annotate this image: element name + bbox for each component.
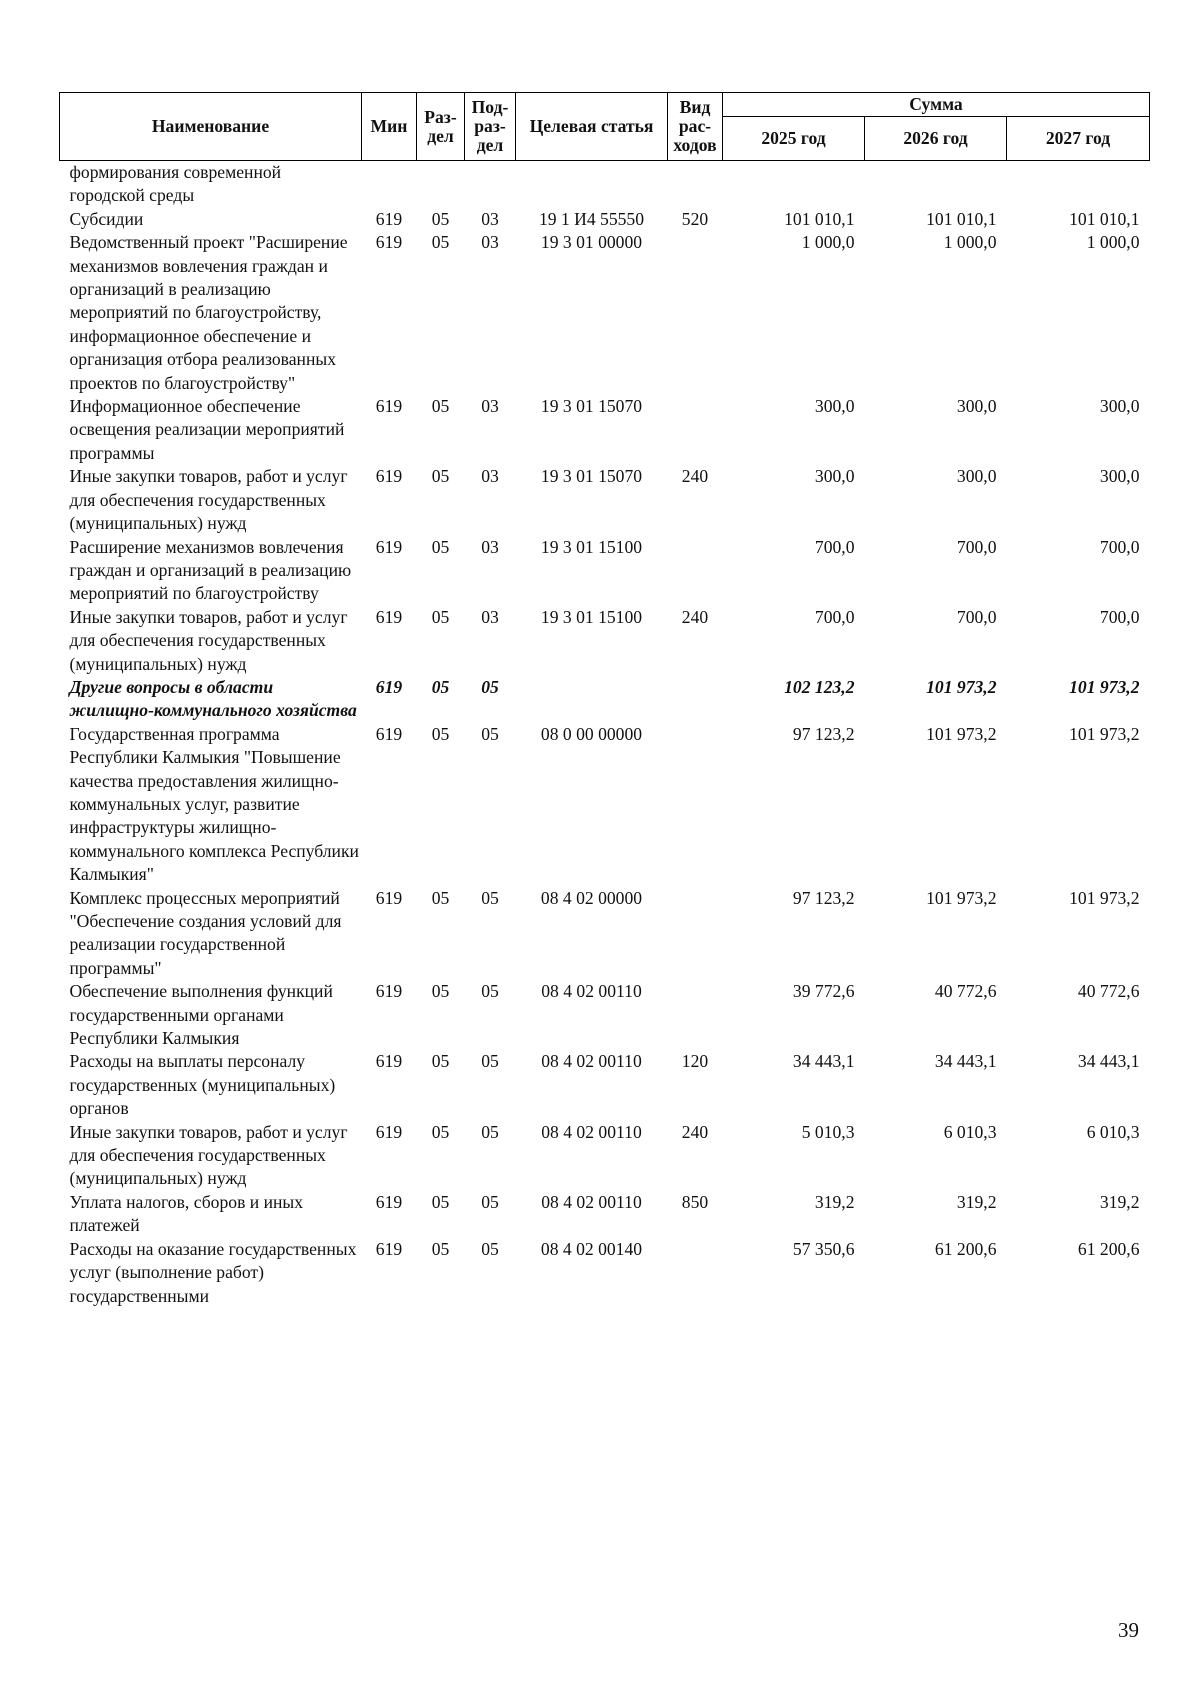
row-razdel: 05 [431, 1191, 450, 1212]
row-celevaya-statya: 19 1 И4 55550 [538, 208, 645, 229]
row-min: 619 [375, 536, 403, 557]
row-vid-rashodov [668, 231, 723, 395]
row-sum-2027: 40 772,6 [1077, 981, 1140, 1002]
row-razdel: 05 [431, 396, 450, 417]
table-row [60, 1191, 1150, 1238]
row-sum-2027: 101 973,2 [1069, 723, 1140, 744]
row-vid-rashodov [668, 536, 723, 606]
row-min: 619 [375, 676, 403, 697]
row-sum-2025 [723, 161, 865, 208]
row-podrazdel: 05 [481, 1121, 499, 1142]
table-header [60, 93, 1150, 161]
header-name: Наименование [60, 93, 362, 161]
row-podrazdel: 05 [481, 723, 499, 744]
row-min: 619 [375, 232, 403, 253]
row-razdel: 05 [431, 536, 450, 557]
row-sum-2027: 300,0 [1099, 396, 1140, 417]
row-sum-2026: 101 010,1 [926, 208, 997, 229]
row-sum-2025: 34 443,1 [792, 1051, 855, 1072]
table-row [60, 723, 1150, 887]
row-sum-2026: 300,0 [956, 396, 997, 417]
row-sum-2027: 700,0 [1099, 536, 1140, 557]
header-podrazdel: Под-раз-дел [465, 93, 516, 161]
row-sum-2025: 57 350,6 [792, 1238, 855, 1259]
row-podrazdel: 03 [481, 208, 499, 229]
row-podrazdel [465, 161, 516, 208]
row-razdel: 05 [431, 887, 450, 908]
header-year-2026: 2026 год [865, 117, 1007, 161]
row-sum-2025: 300,0 [814, 396, 855, 417]
row-vid-rashodov [668, 395, 723, 465]
header-summa: Сумма [723, 93, 1150, 117]
row-sum-2025: 5 010,3 [801, 1121, 855, 1142]
row-sum-2027: 61 200,6 [1077, 1238, 1140, 1259]
table-row [60, 676, 1150, 723]
row-podrazdel: 05 [481, 981, 499, 1002]
row-min: 619 [375, 1051, 403, 1072]
row-sum-2027: 700,0 [1099, 606, 1140, 627]
row-vid-rashodov [668, 723, 723, 887]
row-celevaya-statya: 19 3 01 15070 [540, 466, 643, 487]
row-sum-2026: 34 443,1 [934, 1051, 997, 1072]
table-row [60, 395, 1150, 465]
row-vid-rashodov: 240 [681, 466, 709, 487]
row-vid-rashodov: 850 [681, 1191, 709, 1212]
row-sum-2026: 300,0 [956, 466, 997, 487]
row-min: 619 [375, 1191, 403, 1212]
row-name: Иные закупки товаров, работ и услуг для обеспечения государственных (муниципальных) нужд [69, 1121, 348, 1189]
row-sum-2025: 101 010,1 [784, 208, 855, 229]
row-name: Иные закупки товаров, работ и услуг для обеспечения государственных (муниципальных) нужд [69, 466, 348, 534]
row-celevaya-statya [516, 676, 668, 723]
row-sum-2025: 319,2 [814, 1191, 855, 1212]
row-min: 619 [375, 466, 403, 487]
row-podrazdel: 03 [481, 232, 499, 253]
row-razdel: 05 [431, 606, 450, 627]
table-body [60, 161, 1150, 1308]
row-min: 619 [375, 887, 403, 908]
row-podrazdel: 05 [481, 676, 499, 697]
row-sum-2027: 101 973,2 [1069, 887, 1140, 908]
row-celevaya-statya [516, 161, 668, 208]
row-name: Ведомственный проект "Расширение механизмов вовлечения граждан и организаций в реализацию мероприятий по благоустройству, информационное обеспечение и организация отбора реализованных проектов по благоустройству" [69, 232, 348, 393]
header-vid-rashodov: Вид рас-ходов [668, 93, 723, 161]
budget-table-page [59, 92, 1149, 1308]
budget-table [59, 92, 1150, 1308]
row-sum-2026: 101 973,2 [926, 887, 997, 908]
row-name: Обеспечение выполнения функций государственными органами Республики Калмыкия [69, 981, 333, 1049]
row-podrazdel: 03 [481, 396, 499, 417]
row-podrazdel: 03 [481, 606, 499, 627]
row-name: формирования современной городской среды [69, 162, 282, 206]
table-row [60, 606, 1150, 676]
row-razdel: 05 [431, 981, 450, 1002]
row-name: Другие вопросы в области жилищно-коммунального хозяйства [69, 676, 357, 721]
row-name: Расходы на оказание государственных услуг (выполнение работ) государственными [69, 1238, 357, 1306]
row-podrazdel: 03 [481, 536, 499, 557]
row-razdel [417, 161, 465, 208]
row-min: 619 [375, 606, 403, 627]
table-row [60, 1121, 1150, 1191]
row-min: 619 [375, 981, 403, 1002]
row-sum-2026: 40 772,6 [934, 981, 997, 1002]
row-podrazdel: 03 [481, 466, 499, 487]
row-name: Субсидии [69, 208, 144, 229]
row-sum-2027 [1007, 161, 1150, 208]
row-sum-2025: 97 123,2 [792, 723, 855, 744]
row-sum-2027: 300,0 [1099, 466, 1140, 487]
row-min: 619 [375, 1238, 403, 1259]
row-sum-2025: 39 772,6 [792, 981, 855, 1002]
table-row [60, 1050, 1150, 1120]
header-min: Мин [362, 93, 417, 161]
row-vid-rashodov: 240 [681, 606, 709, 627]
table-row [60, 1238, 1150, 1308]
row-vid-rashodov [668, 980, 723, 1050]
row-celevaya-statya: 08 4 02 00110 [541, 1121, 642, 1142]
row-celevaya-statya: 08 4 02 00110 [541, 981, 642, 1002]
row-sum-2027: 34 443,1 [1077, 1051, 1140, 1072]
row-sum-2027: 319,2 [1099, 1191, 1140, 1212]
row-sum-2025: 700,0 [814, 606, 855, 627]
header-razdel: Раз-дел [417, 93, 465, 161]
table-row [60, 161, 1150, 208]
table-row [60, 465, 1150, 535]
row-razdel: 05 [431, 1238, 450, 1259]
row-sum-2027: 1 000,0 [1086, 232, 1140, 253]
header-celevaya-statya: Целевая статья [516, 93, 668, 161]
row-name: Уплата налогов, сборов и иных платежей [69, 1191, 304, 1236]
row-podrazdel: 05 [481, 1051, 499, 1072]
row-min [362, 161, 417, 208]
row-sum-2025: 1 000,0 [801, 232, 855, 253]
row-vid-rashodov: 240 [681, 1121, 709, 1142]
row-name: Расширение механизмов вовлечения граждан и организаций в реализацию мероприятий по благоустройству [69, 536, 352, 604]
row-celevaya-statya: 08 4 02 00110 [541, 1051, 642, 1072]
page-number: 39 [1118, 1618, 1139, 1642]
row-celevaya-statya: 19 3 01 00000 [540, 232, 643, 253]
row-sum-2026: 6 010,3 [943, 1121, 997, 1142]
row-min: 619 [375, 723, 403, 744]
table-row [60, 231, 1150, 395]
row-celevaya-statya: 19 3 01 15070 [540, 396, 643, 417]
row-vid-rashodov [668, 676, 723, 723]
row-vid-rashodov [668, 1238, 723, 1308]
row-razdel: 05 [431, 1051, 450, 1072]
row-celevaya-statya: 08 4 02 00140 [540, 1238, 643, 1259]
header-year-2027: 2027 год [1007, 117, 1150, 161]
row-celevaya-statya: 19 3 01 15100 [540, 536, 643, 557]
row-vid-rashodov [668, 887, 723, 981]
row-razdel: 05 [431, 1121, 450, 1142]
row-razdel: 05 [431, 676, 450, 697]
row-sum-2025: 102 123,2 [784, 676, 855, 697]
row-name: Комплекс процессных мероприятий "Обеспечение создания условий для реализации государственной программы" [69, 887, 342, 978]
table-row [60, 208, 1150, 231]
row-vid-rashodov [668, 161, 723, 208]
table-row [60, 980, 1150, 1050]
row-celevaya-statya: 08 4 02 00000 [540, 887, 643, 908]
row-name: Иные закупки товаров, работ и услуг для обеспечения государственных (муниципальных) нужд [69, 606, 348, 674]
row-podrazdel: 05 [481, 1238, 499, 1259]
row-razdel: 05 [431, 466, 450, 487]
row-razdel: 05 [431, 208, 450, 229]
row-sum-2027: 6 010,3 [1086, 1121, 1140, 1142]
row-sum-2026: 700,0 [956, 606, 997, 627]
row-podrazdel: 05 [481, 887, 499, 908]
table-row [60, 536, 1150, 606]
row-sum-2027: 101 010,1 [1069, 208, 1140, 229]
row-celevaya-statya: 19 3 01 15100 [540, 606, 643, 627]
row-min: 619 [375, 1121, 403, 1142]
row-celevaya-statya: 08 4 02 00110 [541, 1191, 642, 1212]
row-name: Расходы на выплаты персоналу государственных (муниципальных) органов [69, 1051, 336, 1119]
row-vid-rashodov: 120 [681, 1051, 709, 1072]
row-sum-2026: 61 200,6 [934, 1238, 997, 1259]
row-sum-2025: 700,0 [814, 536, 855, 557]
row-sum-2025: 300,0 [814, 466, 855, 487]
row-sum-2026: 101 973,2 [926, 723, 997, 744]
row-name: Информационное обеспечение освещения реализации мероприятий программы [69, 396, 345, 463]
header-year-2025: 2025 год [723, 117, 865, 161]
row-podrazdel: 05 [481, 1191, 499, 1212]
row-sum-2026 [865, 161, 1007, 208]
row-sum-2026: 700,0 [956, 536, 997, 557]
row-name: Государственная программа Республики Калмыкия "Повышение качества предоставления жилищно-коммунальных услуг, развитие инфраструктуры жилищно-коммунального комплекса Республики Калмыкия" [69, 723, 359, 885]
row-sum-2027: 101 973,2 [1069, 676, 1140, 697]
row-razdel: 05 [431, 723, 450, 744]
row-sum-2026: 319,2 [956, 1191, 997, 1212]
row-sum-2026: 1 000,0 [943, 232, 997, 253]
row-razdel: 05 [431, 232, 450, 253]
row-sum-2025: 97 123,2 [792, 887, 855, 908]
row-vid-rashodov: 520 [681, 208, 709, 229]
row-min: 619 [375, 208, 403, 229]
row-celevaya-statya: 08 0 00 00000 [540, 723, 643, 744]
row-min: 619 [375, 396, 403, 417]
row-sum-2026: 101 973,2 [926, 676, 997, 697]
table-row [60, 887, 1150, 981]
